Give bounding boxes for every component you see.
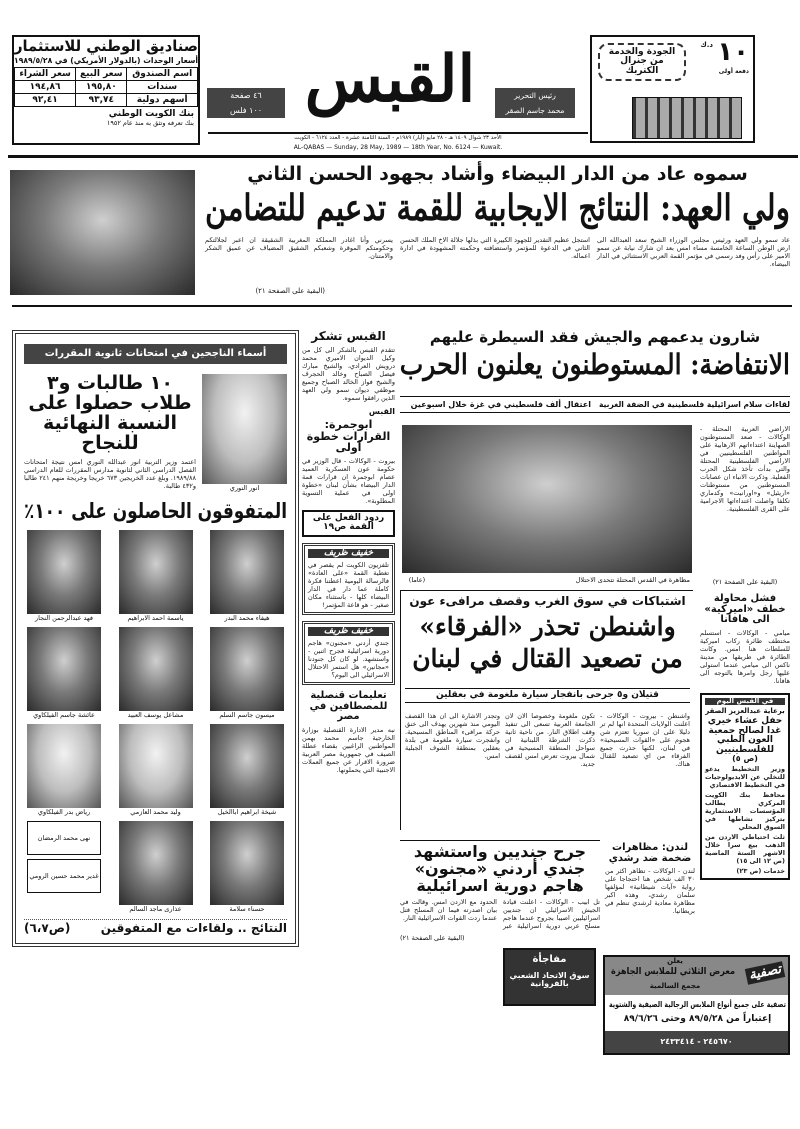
student-photo: [27, 724, 101, 808]
thanks-body: تتقدم القبس بالشكر الى كل من وكيل الديوان الاميري محمد درويش العرادي، والشيخ مبارك فيصل الصباح وخالد الحجرف والشيخ فواز الخالد الصباح وجميع موظفي ديوان سمو ولي العهد الذين رافقوا سموه.: [302, 345, 395, 402]
lebanon-headline-1: واشنطن تحذر «الفرقاء»: [419, 612, 676, 641]
ad-currency: د.ك: [700, 41, 713, 49]
bank-name: بنك الكويت الوطني: [108, 109, 194, 120]
intifada-sub1: لقاءات سلام اسرائيلية فلسطينية في الضفة الغربية: [598, 400, 790, 409]
market-ad-text: سوق الاتحاد الشعبي بالفروانية: [509, 970, 590, 989]
today-item: خدمات (ص ٢٣): [736, 867, 785, 876]
ad-text: الجودة والخدمة من جنرال الكتريك: [598, 43, 686, 81]
clothing-sale-ad: [603, 955, 790, 1055]
student-name: هيفاء محمد البدر: [224, 614, 270, 622]
student-name: شيخة ابراهيم اباالخيل: [217, 808, 277, 816]
student-name: ياسمة احمد الابراهيم: [127, 614, 184, 622]
student-name-box: [27, 821, 101, 855]
students-headline: ١٠ طالبات و٣ طلاب حصلوا على النسبة النهائية للنجاح: [28, 372, 192, 454]
editor-label: رئيس التحرير: [514, 91, 556, 100]
students-banner: أسماء الناجحين في امتحانات ثانوية المقررات: [24, 344, 287, 364]
date-line-ar: الأحد ٢٣ شوال ١٤٠٩ هـ - ٢٨ مايو (أيار) ١٩٨٩م - السنة الثامنة عشرة - العدد ٦١٢٤ - الكويت: [294, 135, 502, 141]
consular-body: نبه مدير الادارة القنصلية بوزارة الخارجية جاسم محمد بهمن المواطنين الراغبين بقضاء عطلة الصيف في جمهورية مصر العربية ضرورة الاقرار عن جميع العملات الاجنبية التي يحملونها.: [302, 725, 395, 774]
abujamra-body: بيروت - الوكالات - قال الوزير في حكومة عون العسكرية العميد عصام ابوجمرة ان قرارات قمة الدار البيضاء بشأن لبنان «خطوة اولى في عملية التسوية المطلوبة».: [302, 456, 395, 505]
students-footer: [24, 922, 287, 935]
minister-photo: [202, 374, 287, 484]
photo-caption: مظاهرة في القدس المحتلة تتحدى الاحتلال: [575, 576, 690, 584]
cell: ٩٣,٧٤: [76, 94, 127, 107]
page-count: ٤٦ صفحة: [230, 91, 262, 100]
intifada-photo: [402, 425, 692, 573]
tv2-label: خفيف ظريف: [308, 627, 389, 636]
page-ref: (ص٦،٧): [24, 921, 71, 935]
student-name: رياض بدر الفيلكاوي: [37, 808, 91, 816]
student-photo: [27, 530, 101, 614]
minister-caption: انور النوري: [229, 484, 260, 492]
continued-note: (البقية على الصفحة ٢١): [712, 578, 778, 586]
editor-name: محمد جاسم الصقر: [505, 106, 565, 115]
sale-shop: معرض الثلاثي للملابس الجاهزة: [610, 967, 735, 977]
lebanon-body-col: تكون ملغومة وخصوصا الان لان الجامعة العربية تسعى الى تنفيذ وقف اطلاق النار. من ناحية ثانية ذكرت الشرطة اللبنانية ان سواحل المنطقة المسيحية في شمال بيروت تعرض امس لقصف جديد.: [505, 712, 595, 768]
london-headline: لندن: مظاهرات ضخمة ضد رشدي: [608, 842, 692, 864]
lebanon-kicker: اشتباكات في سوق الغرب وقصف مرافىء عون: [409, 594, 686, 608]
price-box: [207, 88, 285, 118]
fund-table: [14, 67, 198, 107]
today-headline: حفل عشاء خيري غدا لصالح جمعية العون الطبي للفلسطينيين: [707, 716, 783, 755]
sale-tag: تصفية: [744, 961, 785, 984]
student-name: حسناء سلامة: [229, 905, 265, 913]
lebanon-sub: قتيلان و٥ جرحى بانفجار سيارة ملغومة في بعقلين: [405, 688, 690, 703]
student-name: فهد عبدالرحمن النجار: [34, 614, 94, 622]
consular-title: تعليمات قنصلية للمصطافين في مصر: [309, 690, 388, 723]
intifada-headline: الانتفاضة: المستوطنون يعلنون الحرب: [399, 348, 790, 381]
student-name: ميسون جاسم السلم: [219, 711, 275, 719]
newspaper-logo: القبس: [304, 42, 476, 117]
intifada-body: الاراضي العربية المحتلة - الوكالات - صعد المستوطنون الصهاينة اعتداءاتهم الارهابية على المواطنين الفلسطينيين في الاراضي الفلسطينية المحتلة والتي بدأت تأخذ شكل الحرب الفعلية. وذكرت الانباء ان عصابات المستوطنين من مستوطنات «اريئيل» و«اورانيت» وكدماري تكلفا واصلت اعتداءاتها الاجرامية على القرى الفلسطينية.: [700, 425, 790, 513]
tv-body: تلفزيون الكويت لم يقصر في تغطية القمة «على العادة» فالرسالة اليومية اعطتنا فكرة كاملة عما دار في الدار البيضاء كلها - باستثناء مكان صغير - هو قاعة المؤتمر!: [308, 560, 389, 609]
col-header: سعر الشراء: [15, 68, 76, 81]
students-results-box: [12, 330, 299, 947]
student-name: غدير محمد حسين الرومي: [29, 872, 99, 880]
footer-text: النتائج .. ولقاءات مع المتفوقين: [100, 921, 287, 935]
hijack-title: فشل محاولة خطف «اميركية» الى هافانا: [704, 593, 786, 625]
student-photo: [210, 627, 284, 711]
today-page: (ص ٥): [732, 753, 758, 763]
cell: أسهم دولية: [127, 94, 198, 107]
cell: ١٩٤,٨٦: [15, 81, 76, 94]
intifada-kicker: شارون يدعمهم والجيش فقد السيطرة عليهم: [429, 328, 761, 346]
air-conditioner-image: [632, 97, 742, 139]
student-photo: [119, 530, 193, 614]
tv-box: [302, 543, 395, 615]
student-photo: [27, 627, 101, 711]
lead-headline: ولي العهد: النتائج الايجابية للقمة تدعيم للتضامن: [205, 187, 790, 229]
tv2-box: [302, 621, 395, 685]
jordan-story: [400, 840, 600, 1006]
student-photo: [210, 821, 284, 905]
editor-box: [495, 88, 575, 118]
fund-title: صناديق الوطني للاستثمار: [14, 37, 199, 55]
today-item: ثلث احتياطي الاردن من الذهب بيع سرا خلال الاشهر الستة الماضية (ص ١٢ الى ١٥): [705, 833, 785, 866]
student-photo: [210, 530, 284, 614]
continued-note: (البقية على الصفحة ٢١): [400, 934, 465, 943]
reactions-box: ردود الفعل على القمة ص١٩: [302, 510, 395, 537]
cell: ٩٢,٤١: [15, 94, 76, 107]
today-box: [700, 693, 790, 881]
lebanon-body-col: وتجدر الاشارة الى ان هذا القصف اليومي منذ شهرين يهدف الى خنق حركة مرافىء المناطق المسيحية. وانفجرت سيارة ملغومة في بلدة بعقلين بمنطقة الشوف الجبلية امس.: [405, 712, 500, 760]
bank-tagline: بنك تعرفه وتثق به منذ عام ١٩٥٢: [106, 119, 194, 128]
student-photo: [119, 724, 193, 808]
lead-body-col: استجل عظيم التقدير للجهود الكبيرة التي بذلها جلالة الاخ الملك الحسن الثاني في الدعوة للمؤتمر واستضافته وحكمته المشهودة في ادارة اعماله.: [400, 236, 590, 260]
lebanon-body-col: واشنطن - بيروت - الوكالات - اعلنت الولايات المتحدة انها لم تر دليلا على ان سوريا تعتزم شن هجوم على «القوات المسيحية» في لبنان، لكنها حذرت جميع الفرقاء من اي تصعيد للقتال هناك.: [600, 712, 690, 768]
table-row: [15, 81, 198, 94]
price: ١٠٠ فلس: [229, 106, 263, 115]
market-ad-title: مفاجأة: [532, 954, 567, 966]
today-item: محافظ بنك الكويت المركزي يطالب المؤسسات الاستثمارية بتركيز نشاطها في السوق المحلي: [705, 791, 785, 832]
photo-credit: (عاما): [408, 576, 426, 584]
lead-body-col: يسرني وأنا اغادر المملكة المغربية الشقيقة ان اعبر لجلالتكم وحكومتكم الموقرة وشعبكم الشقيق المضياف عن عميق الشكر والامتنان.: [205, 236, 393, 260]
market-ad: [503, 948, 596, 1006]
today-sponsor: برعاية عبدالعزيز الصقر: [705, 706, 785, 715]
abujamra-headline: ابوجمرة: القرارات خطوة أولى: [306, 417, 391, 455]
date-line-en: AL-QABAS — Sunday, 28 May, 1989 — 18th Year, No. 6124 — Kuwait.: [293, 144, 503, 151]
sale-sub: مجمع السالمية: [649, 982, 701, 990]
continued-note: (البقية على الصفحة ٢١): [255, 287, 325, 295]
student-photo: [119, 627, 193, 711]
cell: ١٩٥,٨٠: [76, 81, 127, 94]
lead-kicker: سموه عاد من الدار البيضاء وأشاد بجهود الحسن الثاني: [247, 163, 748, 185]
col-header: سعر البيع: [76, 68, 127, 81]
right-column: [700, 594, 790, 880]
ge-advertisement: [590, 35, 755, 143]
sale-line-1: تصفية على جميع أنواع الملابس الرجالية الصيفية والشتوية: [609, 1000, 786, 1009]
today-item: وزير التخطيط يدعو للتخلي عن الايديولوجيات في التخطيط الاقتصادي: [705, 765, 785, 790]
col-header: اسم الصندوق: [127, 68, 198, 81]
today-label: في القبس اليوم: [705, 698, 785, 705]
students-photo-grid: [24, 530, 287, 913]
tv2-body: جندي أردني «مجنون» هاجم دورية اسرائيلية فجرح اثنين - واستشهد. لو كان كل جنودنا «مجانين» هل استمر الاحتلال الاسرائيلي الى اليوم؟: [308, 639, 389, 680]
lebanon-headline-2: من تصعيد القتال في لبنان: [412, 644, 683, 673]
london-story: [605, 843, 695, 915]
cell: سندات: [127, 81, 198, 94]
fund-prices-box: [12, 35, 200, 145]
jordan-body: تل ابيب - الوكالات - اعلنت قيادة الجيش الاسرائيلي ان جنديين اسرائيليين اصيبا بجروح عندما هاجم مسلح عربي دورية اسرائيلية عبر الحدود مع الاردن امس. وقالت في بيان اصدرته فيما ان المسلح قتل عندما ردت القوات الاسرائيلية النار.: [400, 898, 600, 931]
fund-subtitle: أسعار الوحدات (بالدولار الأمريكي) في ١٩٨٩/٥/٢٨: [14, 55, 199, 65]
lead-body-col: عاد سمو ولي العهد ورئيس مجلس الوزراء الشيخ سعد العبدالله الى ارض الوطن الساعة الخامسة مساء امس بعد ان شارك نيابة عن سمو الامير على رأس وفد رسمي في مؤتمر القمة العربي الاستثنائي في الدار البيضاء.: [597, 236, 790, 268]
sale-kicker: يعلن: [667, 957, 683, 965]
student-name: نهى محمد الرمضان: [37, 834, 91, 842]
student-name: عذارى ماجد السالم: [129, 905, 182, 913]
hijack-body: ميامي - الوكالات - استسلم مختطف طائرة ركاب اميركية للسلطات هنا امس. وكانت الطائرة في طريقها من مدينة ناكس الى ميامي عندما استولى عليها رجل وامرها بالتوجه الى هافانا.: [700, 628, 790, 685]
student-name: وليد محمد العازمي: [130, 808, 181, 816]
sale-phones: ٢٤٥٦٧٠ - ٢٤٣٣٤١٤: [605, 1031, 788, 1053]
student-photo: [210, 724, 284, 808]
thanks-column: [302, 330, 395, 774]
table-row: [15, 94, 198, 107]
tv-label: خفيف ظريف: [308, 549, 389, 558]
london-body: لندن - الوكالات - تظاهر اكثر من ٣٠ الف شخص هنا احتجاجا على رواية «آيات شيطانية» لمؤلفها سلمان رشدي، وهذه اكبر مظاهرة معادية لرشدي تنظم في بريطانيا.: [605, 867, 695, 915]
thanks-title: القبس تشكر: [311, 329, 386, 343]
jordan-headline: جرح جنديين واستشهد جندي أردني «مجنون» هاجم دورية اسرائيلية: [413, 842, 587, 895]
intifada-sub2: اعتقال ألف فلسطيني في غزة خلال اسبوعين: [410, 400, 591, 409]
student-photo: [119, 821, 193, 905]
student-name-box: [27, 859, 101, 893]
ad-installment: دفعة أولى: [718, 68, 749, 75]
student-name: عائشة جاسم الفيلكاوي: [33, 711, 95, 719]
top-students-subhead: المتفوقون الحاصلون على ١٠٠٪: [24, 499, 288, 523]
crown-prince-photo: [10, 170, 195, 295]
student-name: مشاعل يوسف العبيد: [127, 711, 184, 719]
sale-line-2: إعتباراً من ٨٩/٥/٢٨ وحتى ٨٩/٦/٢٦: [623, 1014, 772, 1024]
students-body: اعتمد وزير التربية انور عبدالله النوري امس نتيجة امتحانات الفصل الدراسي الثاني لثانوية مدارس المقررات للعام الدراسي ١٩٨٩/٨٨. وبلغ عدد الخريجين ٦٧٣ خريجا وخريجة منهم ٢٤١ طالبا و٤٣٢ طالبة.: [24, 457, 196, 490]
ad-price: ١٠: [717, 37, 749, 67]
abujamra-kicker: القبس: [368, 406, 395, 416]
